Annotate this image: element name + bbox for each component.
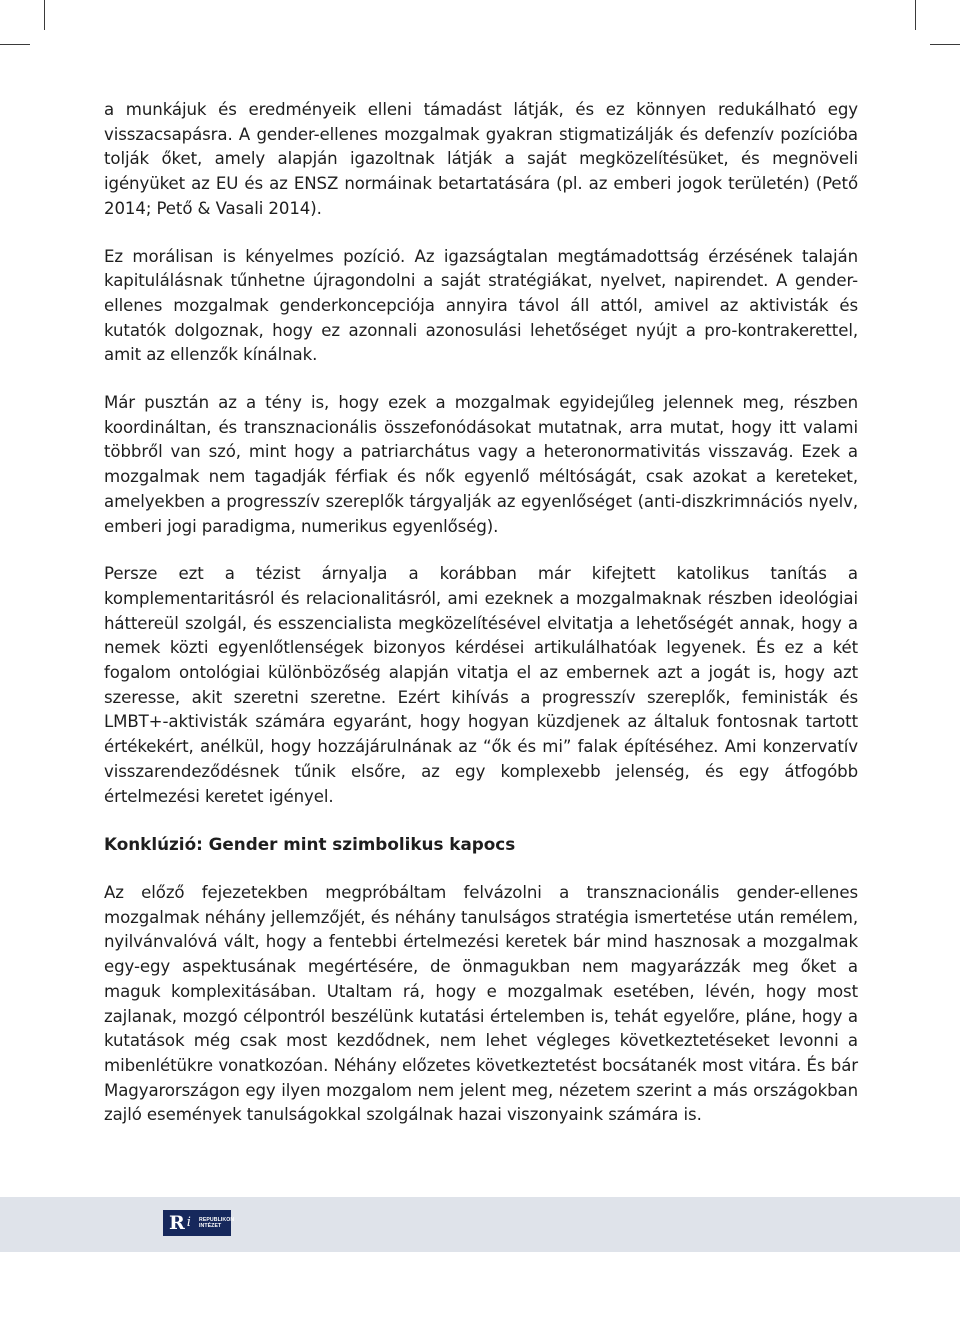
logo-letter: R [169,1212,185,1234]
crop-mark-top-left-horizontal [0,44,30,45]
paragraph-3: Már pusztán az a tény is, hogy ezek a mozgalmak egyidejűleg jelennek meg, részben koordináltan, és transznacionális összefonódásokat mutatnak, arra mutat, hogy itt valami többről van szó, mint hogy a patriarchátus vagy a heteronormativitás visszavág. Ezek a mozgalmak nem tagadják férfiak és nők egyenlő méltóságát, csak azokat a kereteket, amelyekben a progresszív szereplők tárgyalják az egyenlőséget (anti-diszkrimnációs nyelv, emberi jogi paradigma, numerikus egyenlőség). [104,393,858,536]
footer-band [0,1197,960,1252]
paragraph-2: Ez morálisan is kényelmes pozíció. Az igazságtalan megtámadottság érzésének talaján kapitulálásnak tűnhetne újragondolni a saját stratégiákat, nyelvet, napirendet. A gender-ellenes mozgalmak genderkoncepciója annyira távol áll attól, amivel az aktivisták és kutatók dolgoznak, hogy ez azonnali azonosulási lehetőséget nyújt a pro-kontrakerettel, amit az ellenzők kínálnak. [104,246,858,365]
crop-mark-top-left-vertical [44,0,45,30]
logo-line-2: INTÉZET [198,1223,222,1229]
logo-line-1: REPUBLIKON [198,1217,235,1223]
logo-i: i [186,1215,191,1230]
logo-text [199,1217,234,1229]
paragraph-4: Persze ezt a tézist árnyalja a korábban már kifejtett katolikus tanítás a komplementaritásról és relacionalitásról, ami ezeknek a mozgalmaknak részben ideológiai háttereül szolgál, és esszencialista megközelítésével elvitatja a lehetőségét annak, hogy a nemek közti egyenlőtlenségek bizonyos kérdései artikulálhatóak legyenek. És ez a két fogalom ontológiai különbözőség alapján vitatja el az embernek azt a jogát is, hogy azt szeresse, akit szeretni szeretne. Ezért kihívás a progresszív szereplők, feministák és LMBT+-aktivisták számára egyaránt, hogy hogyan küzdjenek az általuk fontosnak tartott értékekért, anélkül, hogy hozzájárulnának az “ők és mi” falak építéséhez. Ami konzervatív visszarendeződésnek tűnik elsőre, az egy komplexebb jelenség, és egy átfogóbb értelmezési keretet igényel. [104,564,858,806]
section-heading: Konklúzió: Gender mint szimbolikus kapocs [104,834,516,855]
page-body [104,98,858,1151]
crop-mark-top-right-vertical [915,0,916,30]
crop-mark-top-right-horizontal [930,44,960,45]
paragraph-1: a munkájuk és eredményeik elleni támadást látják, és ez könnyen redukálható egy visszacsapásra. A gender-ellenes mozgalmak gyakran stigmatizálják és defenzív pozícióba tolják őket, amely alapján igazoltnak látják a saját megközelítésüket, és megnöveli igényüket az EU és az ENSZ normáinak betartatására (pl. az emberi jogok területén) (Pető 2014; Pető & Vasali 2014). [104,100,858,218]
republikon-logo [163,1210,235,1236]
conclusion-paragraph: Az előző fejezetekben megpróbáltam felvázolni a transznacionális gender-ellenes mozgalmak néhány jellemzőjét, és néhány tanulságos stratégia ismertetése után remélem, nyilvánvalóvá vált, hogy a fentebbi értelmezési keretek bár mind hasznosak a mozgalmak egy-egy aspektusának megértésére, de önmagukban nem magyarázzák meg őket a maguk komplexitásában. Utaltam rá, hogy e mozgalmak esetében, lévén, hogy most zajlanak, mozgó célpontról beszélünk kutatási értelemben is, tehát egyelőre, pláne, hogy a kutatások még csak most kezdődnek, nem lehet végleges következtetéseket levonni a mibenlétükre vonatkozóan. Néhány előzetes következtetést bocsátanék most vitára. És bár Magyarországon egy ilyen mozgalom nem jelent meg, nézetem szerint a más országokban zajló események tanulságokkal szolgálnak hazai viszonyaink számára is. [104,882,858,1125]
